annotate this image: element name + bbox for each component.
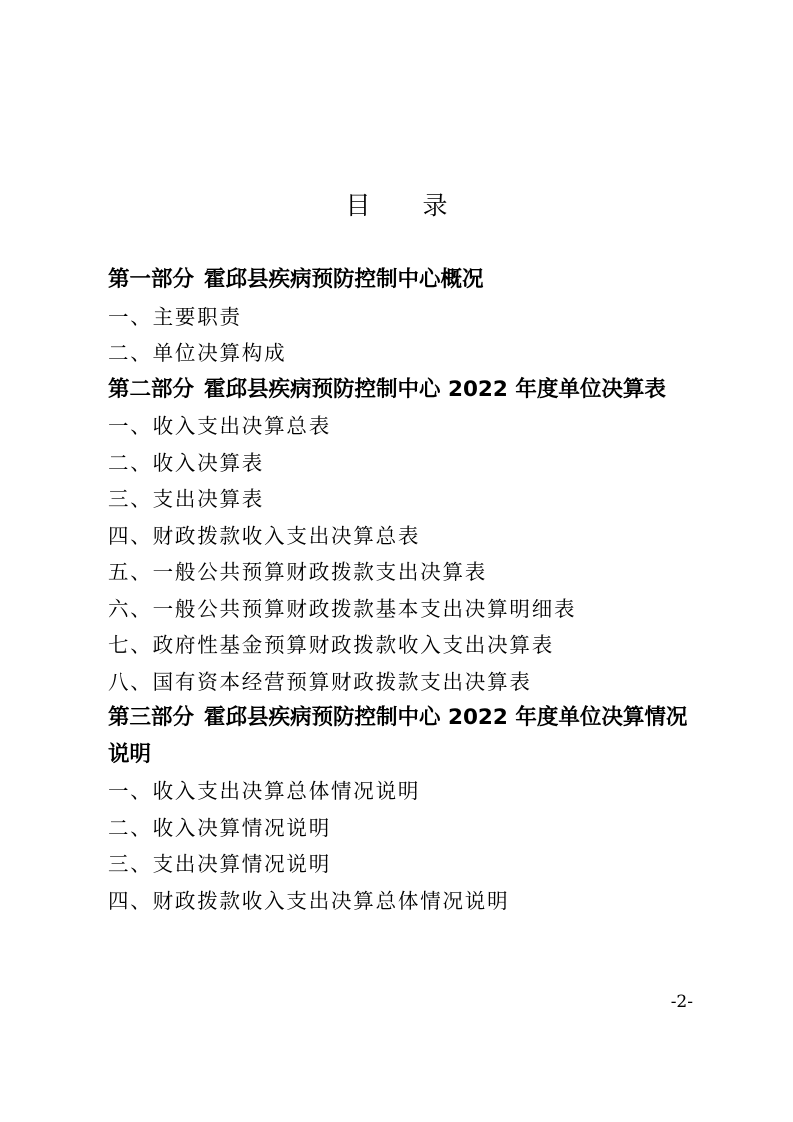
- part-1-head: 第一部分: [108, 267, 195, 292]
- toc-item[interactable]: 一、收入支出决算总体情况说明: [108, 779, 421, 803]
- part-2-head: 第二部分: [108, 376, 195, 402]
- part-1-text: 霍邱县疾病预防控制中心概况: [204, 267, 484, 292]
- toc-part-2[interactable]: [108, 372, 698, 409]
- part-2-text: 霍邱县疾病预防控制中心 2022 年度单位决算表: [204, 376, 666, 402]
- toc-item[interactable]: 一、主要职责: [108, 304, 242, 329]
- toc-item[interactable]: 七、政府性基金预算财政拨款收入支出决算表: [108, 633, 554, 657]
- toc-item[interactable]: 二、收入决算情况说明: [108, 815, 331, 840]
- toc-item[interactable]: 六、一般公共预算财政拨款基本支出决算明细表: [108, 596, 577, 621]
- toc-part-1[interactable]: [108, 262, 698, 299]
- toc-item[interactable]: 二、收入决算表: [108, 450, 265, 475]
- toc-item[interactable]: 三、支出决算表: [108, 487, 265, 511]
- table-of-contents: [108, 262, 698, 919]
- page-number: -2-: [670, 992, 693, 1012]
- toc-item[interactable]: 三、支出决算情况说明: [108, 852, 331, 876]
- page-title: 目 录: [345, 191, 470, 220]
- toc-item[interactable]: 二、单位决算构成: [108, 341, 287, 365]
- part-3-text: 霍邱县疾病预防控制中心 2022 年度单位决算情况说明: [108, 705, 688, 767]
- toc-part-3[interactable]: [108, 700, 698, 773]
- part-3-head: 第三部分: [108, 705, 195, 730]
- toc-item[interactable]: 八、国有资本经营预算财政拨款支出决算表: [108, 669, 532, 694]
- toc-item[interactable]: 五、一般公共预算财政拨款支出决算表: [108, 560, 488, 584]
- toc-item[interactable]: 四、财政拨款收入支出决算总体情况说明: [108, 888, 510, 913]
- toc-item[interactable]: 四、财政拨款收入支出决算总表: [108, 523, 421, 548]
- toc-item[interactable]: 一、收入支出决算总表: [108, 414, 331, 438]
